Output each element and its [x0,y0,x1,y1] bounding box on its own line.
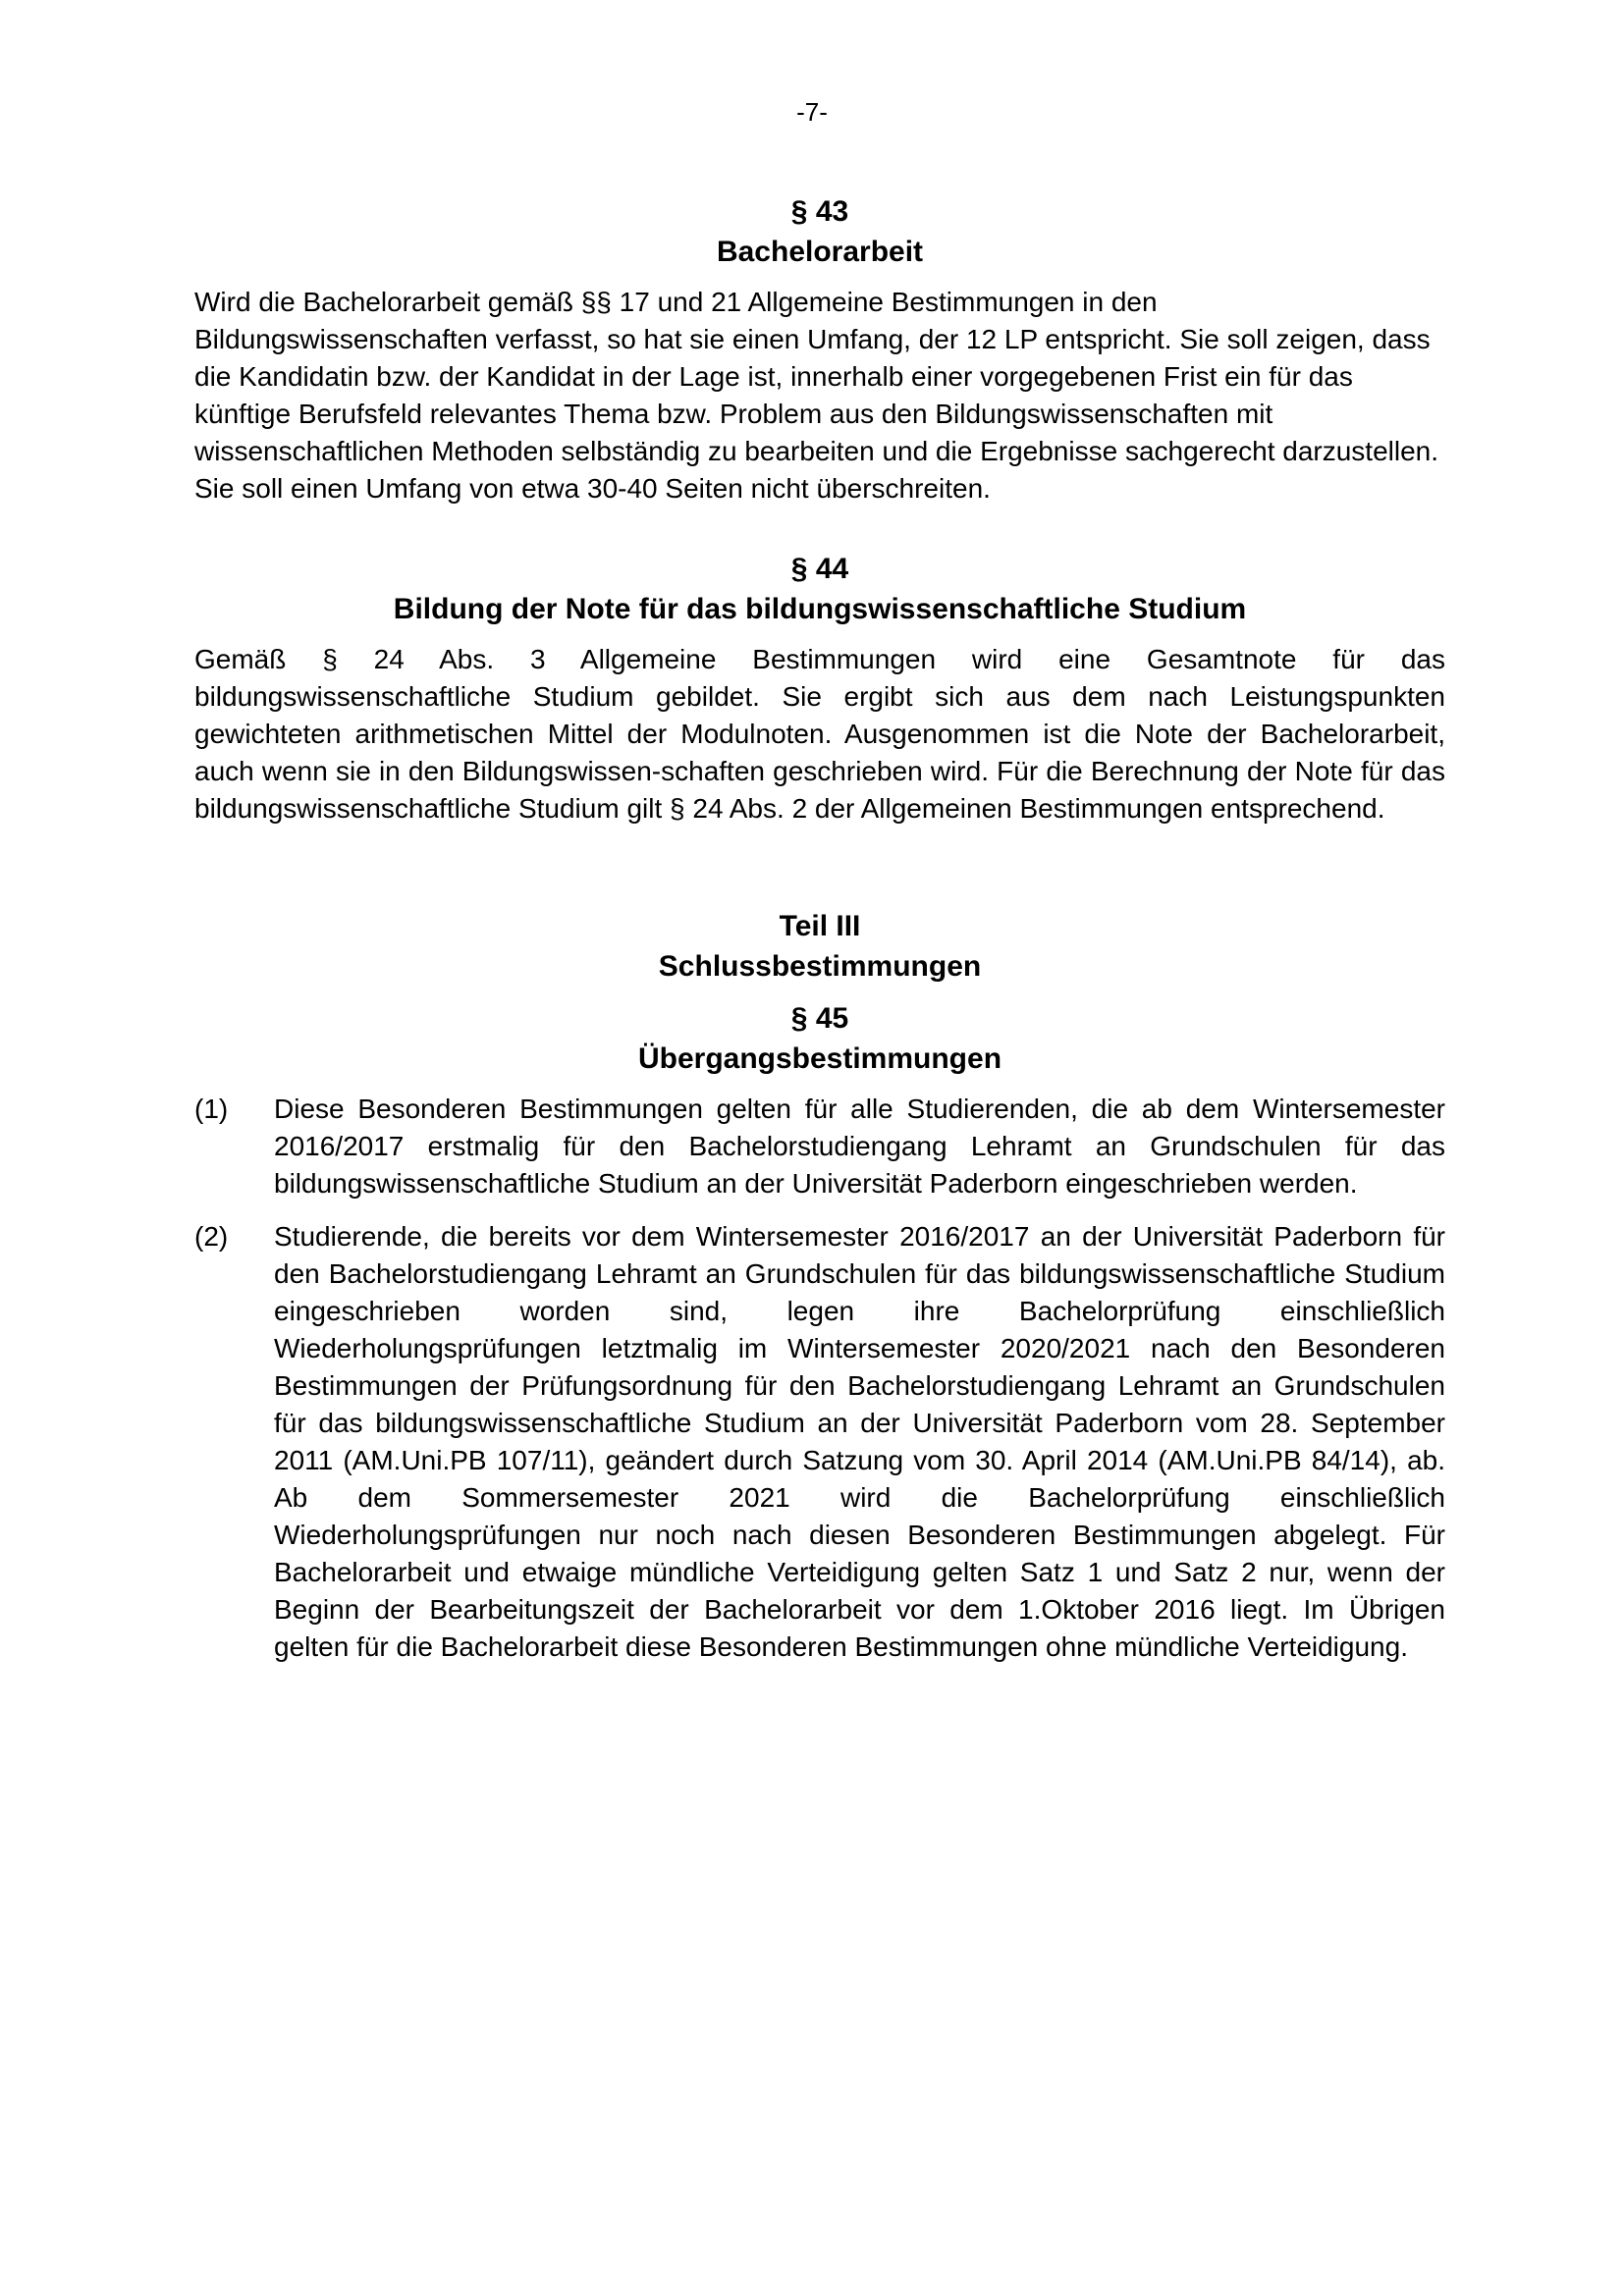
document-body [194,191,1445,1666]
section-44-paragraph: Gemäß § 24 Abs. 3 Allgemeine Bestimmungen wird eine Gesamtnote für das bildungswissenschaftliche Studium gebildet. Sie ergibt sich aus dem nach Leistungspunkten gewichteten arithmetischen Mittel der Modulnoten. Ausgenommen ist die Note der Bachelorarbeit, auch wenn sie in den Bildungswissen-schaften geschrieben wird. Für die Berechnung der Note für das bildungswissenschaftliche Studium gilt § 24 Abs. 2 der Allgemeinen Bestimmungen entsprechend. [194,644,1445,824]
part-3-label: Teil III [779,910,861,942]
section-44 [194,549,1445,828]
part-3-title: Schlussbestimmungen [658,950,982,983]
list-item [194,1218,1445,1666]
list-item [194,1091,1445,1202]
list-item-text: Studierende, die bereits vor dem Wintersemester 2016/2017 an der Universität Paderborn für den Bachelorstudiengang Lehramt an Grundschulen für das bildungswissenschaftliche Studium eingeschrieben worden sind, legen ihre Bachelorprüfung einschließlich Wiederholungsprüfungen letztmalig im Wintersemester 2020/2021 nach den Besonderen Bestimmungen der Prüfungsordnung für den Bachelorstudiengang Lehramt an Grundschulen für das bildungswissenschaftliche Studium an der Universität Paderborn vom 28. September 2011 (AM.Uni.PB 107/11), geändert durch Satzung vom 30. April 2014 (AM.Uni.PB 84/14), ab. Ab dem Sommersemester 2021 wird die Bachelorprüfung einschließlich Wiederholungsprüfungen nur noch nach diesen Besonderen Bestimmungen abgelegt. Für Bachelorarbeit und etwaige mündliche Verteidigung gelten Satz 1 und Satz 2 nur, wenn der Beginn der Bearbeitungszeit der Bachelorarbeit vor dem 1.Oktober 2016 liegt. Im Übrigen gelten für die Bachelorarbeit diese Besonderen Bestimmungen ohne mündliche Verteidigung. [274,1221,1445,1662]
section-43-paragraph: Wird die Bachelorarbeit gemäß §§ 17 und 21 Allgemeine Bestimmungen in den Bildungswissenschaften verfasst, so hat sie einen Umfang, der 12 LP entspricht. Sie soll zeigen, dass die Kandidatin bzw. der Kandidat in der Lage ist, innerhalb einer vorgegebenen Frist ein für das künftige Berufsfeld relevantes Thema bzw. Problem aus den Bildungswissenschaften mit wissenschaftlichen Methoden selbständig zu bearbeiten und die Ergebnisse sachgerecht darzustellen. Sie soll einen Umfang von etwa 30-40 Seiten nicht überschreiten. [194,287,1439,504]
section-43-title: Bachelorarbeit [716,236,924,268]
section-44-title: Bildung der Note für das bildungswissenschaftliche Studium [393,593,1247,625]
page-number: -7- [796,97,828,127]
section-45-number: § 45 [790,1002,849,1035]
section-43 [194,191,1445,507]
section-44-number: § 44 [790,553,849,585]
list-item-number: (1) [194,1094,229,1124]
part-3 [194,906,1445,987]
section-45 [194,998,1445,1666]
section-43-number: § 43 [790,195,849,228]
list-item-number: (2) [194,1221,229,1252]
list-item-text: Diese Besonderen Bestimmungen gelten für alle Studierenden, die ab dem Wintersemester 2016/2017 erstmalig für den Bachelorstudiengang Lehramt an Grundschulen für das bildungswissenschaftliche Studium an der Universität Paderborn eingeschrieben werden. [274,1094,1445,1199]
section-45-title: Übergangsbestimmungen [637,1042,1002,1075]
